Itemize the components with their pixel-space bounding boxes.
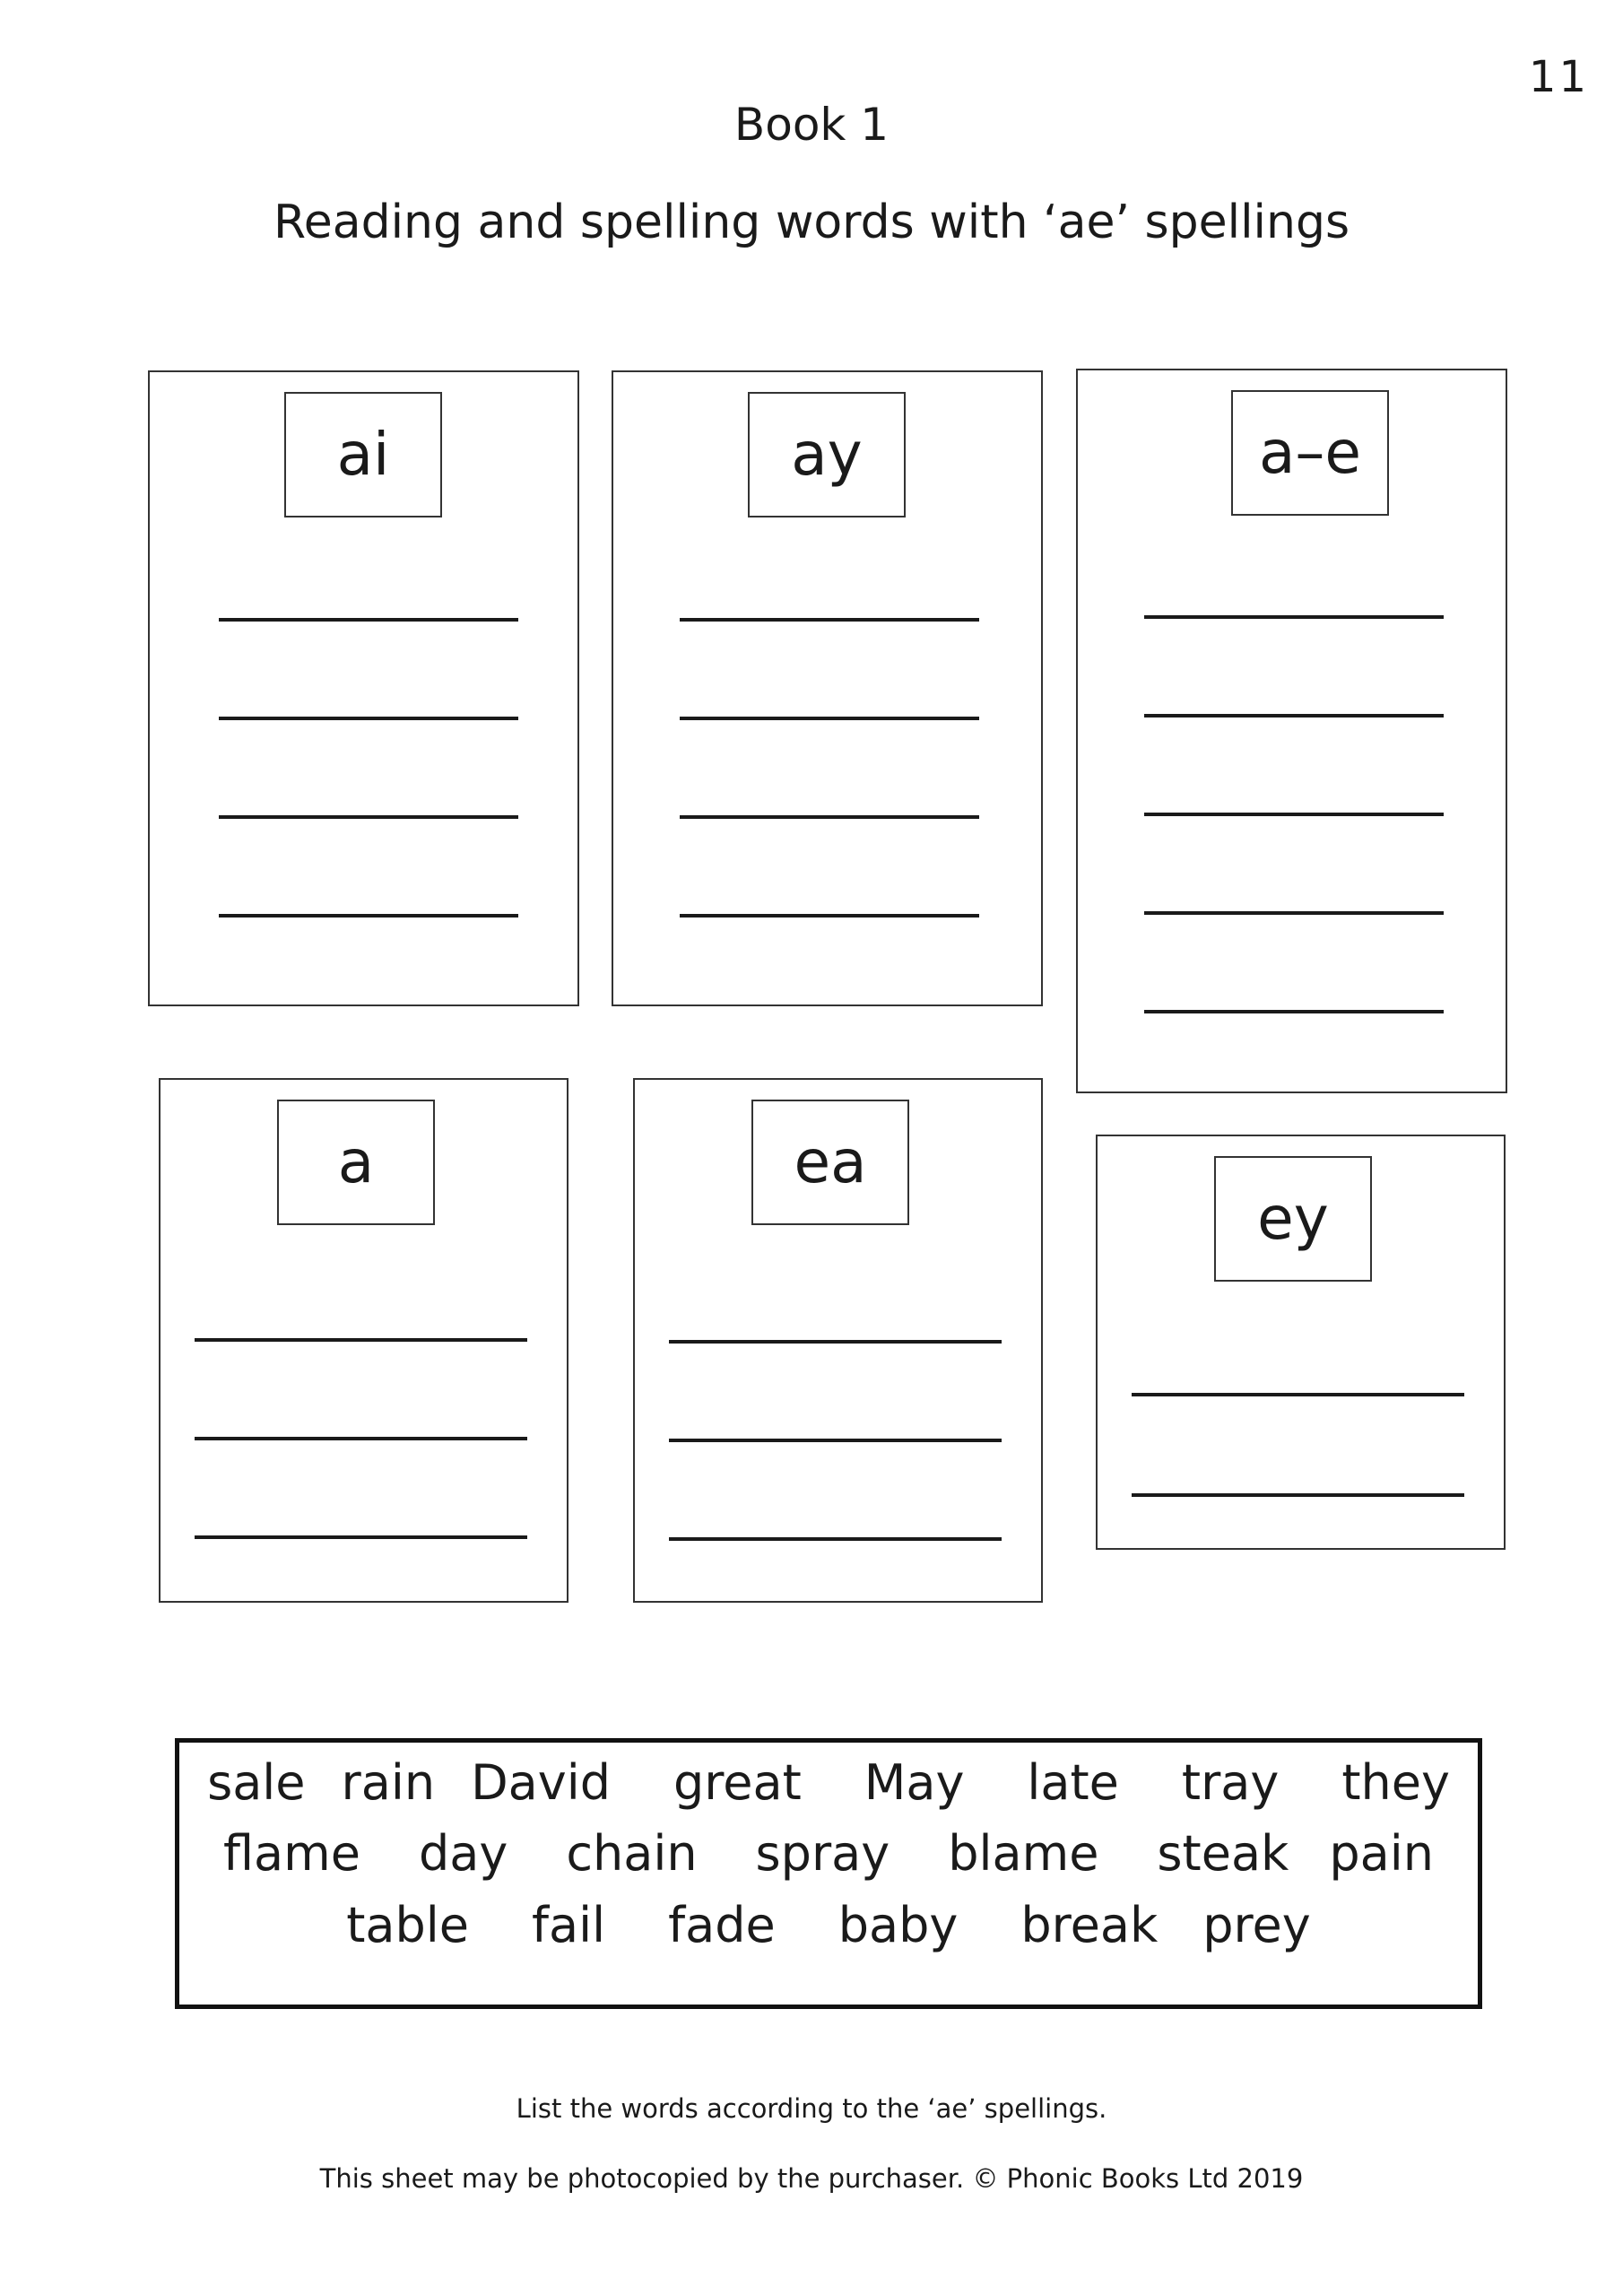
spelling-label: ea bbox=[751, 1100, 909, 1225]
spelling-label: ai bbox=[284, 392, 442, 517]
word: chain bbox=[566, 1825, 698, 1882]
writing-line[interactable] bbox=[1144, 714, 1444, 718]
spelling-box-ay bbox=[612, 370, 1043, 1006]
page-title: Reading and spelling words with ‘ae’ spellings bbox=[273, 196, 1350, 249]
writing-line[interactable] bbox=[195, 1338, 527, 1342]
writing-line[interactable] bbox=[219, 914, 518, 918]
copyright-notice: This sheet may be photocopied by the purchaser. © Phonic Books Ltd 2019 bbox=[319, 2163, 1304, 2194]
word: David bbox=[471, 1754, 611, 1811]
word: table bbox=[346, 1897, 470, 1953]
writing-line[interactable] bbox=[669, 1537, 1002, 1541]
spelling-label: ey bbox=[1214, 1156, 1372, 1282]
spelling-box-ey bbox=[1096, 1135, 1506, 1550]
spelling-label: a–e bbox=[1231, 390, 1389, 516]
word: May bbox=[864, 1754, 965, 1811]
word: blame bbox=[948, 1825, 1099, 1882]
spelling-box-a bbox=[159, 1078, 568, 1603]
word-row bbox=[179, 1897, 1478, 1953]
word: late bbox=[1027, 1754, 1119, 1811]
word: pain bbox=[1329, 1825, 1434, 1882]
spelling-label: ay bbox=[748, 392, 906, 517]
word: tray bbox=[1181, 1754, 1280, 1811]
spelling-label: a bbox=[277, 1100, 435, 1225]
word: sale bbox=[207, 1754, 306, 1811]
word-row bbox=[179, 1825, 1478, 1882]
word: rain bbox=[341, 1754, 436, 1811]
word: fail bbox=[532, 1897, 606, 1953]
spelling-box-ea bbox=[633, 1078, 1043, 1603]
word: spray bbox=[755, 1825, 890, 1882]
word: baby bbox=[838, 1897, 959, 1953]
word: day bbox=[418, 1825, 508, 1882]
writing-line[interactable] bbox=[1144, 1010, 1444, 1013]
writing-line[interactable] bbox=[219, 815, 518, 819]
word: prey bbox=[1202, 1897, 1311, 1953]
writing-line[interactable] bbox=[219, 618, 518, 622]
word: break bbox=[1020, 1897, 1159, 1953]
writing-line[interactable] bbox=[680, 914, 979, 918]
writing-line[interactable] bbox=[1144, 615, 1444, 619]
writing-line[interactable] bbox=[195, 1437, 527, 1440]
word: steak bbox=[1157, 1825, 1289, 1882]
writing-line[interactable] bbox=[680, 815, 979, 819]
writing-line[interactable] bbox=[1132, 1393, 1464, 1396]
word-row bbox=[179, 1754, 1478, 1811]
instruction-text: List the words according to the ‘ae’ spellings. bbox=[516, 2093, 1107, 2124]
word: they bbox=[1341, 1754, 1450, 1811]
writing-line[interactable] bbox=[680, 717, 979, 720]
spelling-box-a-e bbox=[1076, 369, 1507, 1093]
writing-line[interactable] bbox=[680, 618, 979, 622]
word: great bbox=[673, 1754, 802, 1811]
page-number: 11 bbox=[1528, 52, 1589, 102]
writing-line[interactable] bbox=[1132, 1493, 1464, 1497]
word: fade bbox=[668, 1897, 776, 1953]
writing-line[interactable] bbox=[1144, 813, 1444, 816]
writing-line[interactable] bbox=[1144, 911, 1444, 915]
writing-line[interactable] bbox=[669, 1340, 1002, 1344]
book-label: Book 1 bbox=[733, 99, 890, 151]
writing-line[interactable] bbox=[219, 717, 518, 720]
word: flame bbox=[223, 1825, 360, 1882]
word-bank bbox=[175, 1738, 1482, 2009]
spelling-box-ai bbox=[148, 370, 579, 1006]
writing-line[interactable] bbox=[669, 1439, 1002, 1442]
writing-line[interactable] bbox=[195, 1535, 527, 1539]
